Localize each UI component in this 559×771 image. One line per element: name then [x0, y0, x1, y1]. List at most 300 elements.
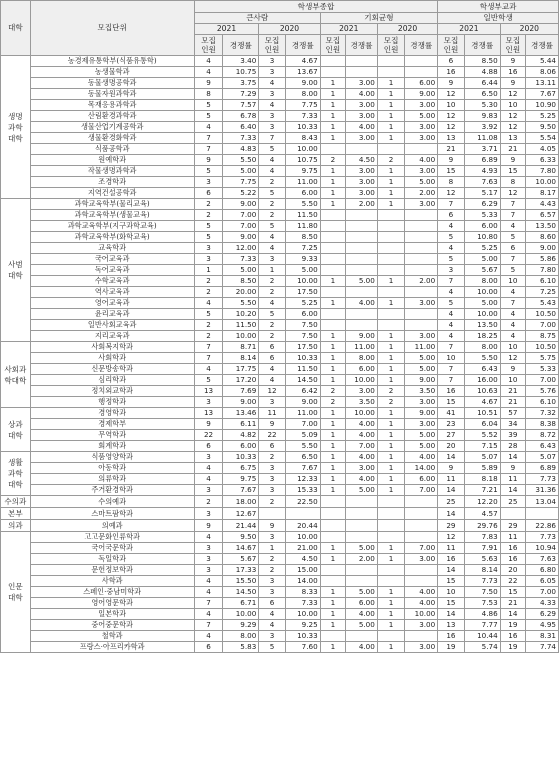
unit-cell: 의류학과 — [30, 474, 194, 485]
quota-cell: 4 — [259, 364, 285, 375]
rate-cell: 11.80 — [285, 221, 320, 232]
quota-cell: 3 — [194, 243, 223, 254]
rate-cell: 6.00 — [405, 474, 438, 485]
quota-cell — [320, 320, 345, 331]
quota-cell: 3 — [259, 89, 285, 100]
rate-cell: 8.43 — [285, 133, 320, 144]
rate-cell — [405, 56, 438, 67]
rate-cell: 9.00 — [285, 397, 320, 408]
rate-cell: 3.00 — [405, 642, 438, 653]
rate-cell: 8.72 — [526, 430, 559, 441]
rate-cell: 4.95 — [526, 620, 559, 631]
rate-header: 경쟁률 — [526, 35, 559, 56]
quota-cell: 5 — [438, 298, 464, 309]
rate-cell: 3.00 — [405, 166, 438, 177]
quota-cell: 2 — [377, 155, 405, 166]
rate-cell: 17.20 — [223, 375, 259, 386]
rate-cell: 13.67 — [285, 67, 320, 78]
quota-cell: 2 — [259, 554, 285, 565]
table-row — [1, 265, 559, 276]
quota-cell: 6 — [438, 56, 464, 67]
quota-cell: 4 — [194, 532, 223, 543]
quota-cell: 14 — [500, 452, 525, 463]
rate-cell — [405, 221, 438, 232]
unit-cell: 과학교육학부(지구과학교육) — [30, 221, 194, 232]
quota-cell: 2 — [259, 452, 285, 463]
table-row — [1, 89, 559, 100]
table-row — [1, 78, 559, 89]
quota-cell — [320, 520, 345, 532]
quota-cell: 1 — [320, 463, 345, 474]
quota-cell: 12 — [438, 188, 464, 199]
rate-cell: 5.86 — [526, 254, 559, 265]
quota-cell: 14 — [500, 485, 525, 496]
quota-cell: 9 — [500, 56, 525, 67]
quota-cell: 2 — [320, 155, 345, 166]
rate-cell: 9.50 — [223, 532, 259, 543]
table-row — [1, 609, 559, 620]
quota-cell: 6 — [194, 188, 223, 199]
quota-cell — [377, 496, 405, 508]
quota-cell: 1 — [377, 598, 405, 609]
rate-cell: 7.80 — [526, 265, 559, 276]
quota-cell: 7 — [438, 364, 464, 375]
rate-cell: 7.91 — [464, 543, 500, 554]
table-row — [1, 520, 559, 532]
quota-cell: 16 — [500, 554, 525, 565]
quota-cell: 4 — [438, 331, 464, 342]
quota-cell: 11 — [438, 474, 464, 485]
quota-cell: 8 — [438, 177, 464, 188]
unit-cell: 식품공학과 — [30, 144, 194, 155]
rate-cell: 8.50 — [464, 56, 500, 67]
quota-cell: 12 — [500, 111, 525, 122]
rate-cell: 8.18 — [464, 474, 500, 485]
rate-cell: 10.00 — [223, 609, 259, 620]
quota-cell: 9 — [438, 463, 464, 474]
quota-cell — [377, 320, 405, 331]
rate-cell: 3.00 — [346, 177, 378, 188]
unit-cell: 일본학과 — [30, 609, 194, 620]
quota-cell: 10 — [500, 375, 525, 386]
rate-cell: 7.00 — [346, 441, 378, 452]
rate-cell — [405, 67, 438, 78]
rate-cell — [405, 576, 438, 587]
table-row — [1, 353, 559, 364]
rate-cell: 7.50 — [285, 320, 320, 331]
rate-cell — [405, 309, 438, 320]
college-cell: 사회과 학대학 — [1, 342, 31, 408]
rate-cell: 5.22 — [223, 188, 259, 199]
quota-cell: 1 — [377, 199, 405, 210]
rate-cell: 10.00 — [346, 375, 378, 386]
table-row — [1, 598, 559, 609]
quota-cell: 5 — [259, 309, 285, 320]
rate-cell: 13.11 — [526, 78, 559, 89]
quota-cell: 1 — [377, 408, 405, 419]
rate-cell: 4.82 — [223, 430, 259, 441]
unit-cell: 의예과 — [30, 520, 194, 532]
table-row — [1, 430, 559, 441]
rate-cell: 10.75 — [285, 155, 320, 166]
rate-cell: 5.89 — [464, 463, 500, 474]
table-row — [1, 276, 559, 287]
quota-cell: 4 — [259, 232, 285, 243]
rate-cell — [346, 221, 378, 232]
rate-cell: 10.80 — [464, 232, 500, 243]
rate-cell — [346, 320, 378, 331]
quota-cell — [377, 631, 405, 642]
quota-cell: 5 — [194, 100, 223, 111]
quota-cell: 7 — [194, 133, 223, 144]
quota-cell: 34 — [500, 419, 525, 430]
table-row — [1, 199, 559, 210]
rate-cell: 7.00 — [526, 320, 559, 331]
unit-cell: 윤리교육과 — [30, 309, 194, 320]
rate-cell: 5.44 — [526, 56, 559, 67]
quota-cell: 7 — [438, 375, 464, 386]
quota-cell: 1 — [377, 430, 405, 441]
rate-cell: 6.10 — [526, 397, 559, 408]
quota-cell: 16 — [500, 631, 525, 642]
quota-cell: 8 — [194, 89, 223, 100]
rate-cell — [346, 520, 378, 532]
rate-header: 경쟁률 — [464, 35, 500, 56]
rate-cell — [346, 532, 378, 543]
quota-cell: 2 — [259, 210, 285, 221]
rate-cell: 3.50 — [346, 397, 378, 408]
rate-cell — [346, 631, 378, 642]
quota-cell: 1 — [320, 408, 345, 419]
rate-cell: 7.00 — [526, 375, 559, 386]
rate-cell: 8.50 — [223, 276, 259, 287]
quota-cell: 1 — [377, 133, 405, 144]
quota-cell: 10 — [500, 100, 525, 111]
unit-cell: 교육학과 — [30, 243, 194, 254]
rate-cell — [405, 532, 438, 543]
quota-cell: 4 — [438, 309, 464, 320]
quota-cell: 13 — [500, 133, 525, 144]
quota-cell — [320, 221, 345, 232]
rate-cell: 6.11 — [223, 419, 259, 430]
quota-cell: 13 — [438, 133, 464, 144]
rate-cell: 5.52 — [464, 430, 500, 441]
quota-cell: 1 — [377, 177, 405, 188]
rate-cell: 9.75 — [285, 166, 320, 177]
quota-cell: 1 — [320, 199, 345, 210]
quota-cell: 4 — [194, 67, 223, 78]
rate-cell: 9.00 — [223, 232, 259, 243]
rate-cell: 6.29 — [464, 199, 500, 210]
rate-cell: 7.00 — [526, 587, 559, 598]
quota-cell: 21 — [500, 144, 525, 155]
rate-cell: 10.50 — [526, 309, 559, 320]
rate-cell: 5.25 — [464, 243, 500, 254]
unit-cell: 조경학과 — [30, 177, 194, 188]
rate-cell: 7.32 — [526, 408, 559, 419]
rate-cell: 10.00 — [285, 144, 320, 155]
rate-cell: 5.00 — [464, 298, 500, 309]
rate-cell: 17.50 — [285, 342, 320, 353]
quota-cell: 16 — [500, 543, 525, 554]
quota-cell — [377, 232, 405, 243]
unit-cell: 역사교육과 — [30, 287, 194, 298]
rate-cell — [346, 254, 378, 265]
quota-cell: 1 — [377, 485, 405, 496]
quota-cell: 2 — [194, 276, 223, 287]
rate-cell: 6.50 — [285, 452, 320, 463]
table-row — [1, 188, 559, 199]
rate-cell: 21.44 — [223, 520, 259, 532]
rate-cell: 5.00 — [285, 265, 320, 276]
quota-cell: 2 — [194, 210, 223, 221]
rate-cell: 7.50 — [464, 587, 500, 598]
quota-cell — [377, 520, 405, 532]
quota-cell: 3 — [259, 254, 285, 265]
rate-cell: 7.00 — [405, 543, 438, 554]
quota-cell: 1 — [320, 452, 345, 463]
rate-cell: 17.50 — [285, 287, 320, 298]
quota-cell: 1 — [320, 177, 345, 188]
quota-cell: 2 — [259, 565, 285, 576]
quota-cell — [320, 67, 345, 78]
quota-cell: 1 — [377, 166, 405, 177]
unit-cell: 스마트팜학과 — [30, 508, 194, 520]
rate-cell: 4.93 — [464, 166, 500, 177]
table-row — [1, 221, 559, 232]
table-row — [1, 56, 559, 67]
rate-cell — [346, 496, 378, 508]
table-row — [1, 375, 559, 386]
quota-cell: 14 — [500, 609, 525, 620]
rate-cell: 12.33 — [285, 474, 320, 485]
quota-cell: 4 — [194, 364, 223, 375]
year-header: 2021 — [438, 24, 500, 35]
rate-cell — [526, 508, 559, 520]
rate-cell: 4.00 — [346, 609, 378, 620]
rate-cell: 6.57 — [526, 210, 559, 221]
quota-cell: 1 — [377, 463, 405, 474]
rate-cell: 10.90 — [526, 100, 559, 111]
rate-cell: 5.09 — [285, 430, 320, 441]
table-row — [1, 243, 559, 254]
quota-cell: 7 — [500, 254, 525, 265]
quota-cell: 4 — [259, 620, 285, 631]
unit-cell: 독일학과 — [30, 554, 194, 565]
rate-cell: 9.00 — [346, 331, 378, 342]
quota-cell: 4 — [259, 155, 285, 166]
quota-cell: 20 — [500, 565, 525, 576]
rate-cell: 7.74 — [526, 642, 559, 653]
rate-cell: 7.80 — [526, 166, 559, 177]
rate-cell: 5.76 — [526, 386, 559, 397]
rate-cell: 17.33 — [223, 565, 259, 576]
quota-cell: 14 — [438, 485, 464, 496]
rate-cell: 3.00 — [346, 100, 378, 111]
quota-cell: 1 — [320, 342, 345, 353]
quota-cell — [377, 254, 405, 265]
quota-cell: 1 — [320, 598, 345, 609]
rate-cell: 11.00 — [285, 408, 320, 419]
subgroup-header-keunsaram: 큰사람 — [194, 13, 320, 24]
unit-cell: 아동학과 — [30, 463, 194, 474]
rate-cell: 8.00 — [346, 353, 378, 364]
unit-cell: 지역건설공학과 — [30, 188, 194, 199]
quota-cell: 1 — [320, 78, 345, 89]
rate-cell: 6.00 — [285, 188, 320, 199]
quota-cell: 2 — [259, 276, 285, 287]
quota-cell: 3 — [194, 485, 223, 496]
quota-cell: 11 — [259, 408, 285, 419]
quota-cell: 3 — [194, 554, 223, 565]
rate-cell — [346, 210, 378, 221]
quota-cell — [320, 576, 345, 587]
table-row — [1, 111, 559, 122]
table-row — [1, 133, 559, 144]
unit-cell: 정치외교학과 — [30, 386, 194, 397]
quota-cell: 2 — [194, 287, 223, 298]
table-row — [1, 386, 559, 397]
quota-cell: 4 — [259, 100, 285, 111]
unit-cell: 산림환경과학과 — [30, 111, 194, 122]
rate-cell: 8.75 — [526, 331, 559, 342]
quota-cell: 1 — [377, 620, 405, 631]
quota-cell: 1 — [377, 642, 405, 653]
quota-cell: 4 — [500, 309, 525, 320]
quota-cell: 2 — [194, 496, 223, 508]
rate-cell: 11.50 — [285, 364, 320, 375]
rate-cell: 9.00 — [405, 89, 438, 100]
rate-cell: 8.31 — [526, 631, 559, 642]
rate-cell: 22.86 — [526, 520, 559, 532]
rate-cell: 3.40 — [223, 56, 259, 67]
table-row — [1, 620, 559, 631]
quota-cell: 3 — [259, 67, 285, 78]
quota-cell: 6 — [194, 441, 223, 452]
rate-cell: 15.33 — [285, 485, 320, 496]
quota-cell: 5 — [194, 166, 223, 177]
quota-cell: 7 — [194, 353, 223, 364]
rate-cell: 7.69 — [223, 386, 259, 397]
quota-cell: 4 — [194, 474, 223, 485]
rate-cell: 6.29 — [526, 609, 559, 620]
quota-cell: 1 — [377, 609, 405, 620]
quota-cell: 7 — [500, 210, 525, 221]
rate-cell — [405, 287, 438, 298]
quota-cell: 5 — [438, 232, 464, 243]
quota-cell — [377, 243, 405, 254]
quota-cell: 1 — [377, 419, 405, 430]
quota-cell: 1 — [377, 276, 405, 287]
rate-cell: 7.00 — [223, 221, 259, 232]
unit-cell: 농생물학과 — [30, 67, 194, 78]
rate-cell: 4.00 — [346, 122, 378, 133]
quota-cell: 1 — [320, 364, 345, 375]
rate-cell: 3.00 — [346, 166, 378, 177]
rate-cell — [346, 67, 378, 78]
rate-cell: 12.00 — [223, 243, 259, 254]
quota-cell: 1 — [320, 430, 345, 441]
rate-cell: 12.67 — [223, 508, 259, 520]
quota-cell: 1 — [377, 474, 405, 485]
quota-cell: 4 — [259, 166, 285, 177]
table-row — [1, 364, 559, 375]
quota-cell: 16 — [438, 67, 464, 78]
table-row — [1, 463, 559, 474]
rate-cell — [346, 56, 378, 67]
quota-cell — [377, 56, 405, 67]
rate-cell: 10.33 — [223, 452, 259, 463]
rate-cell: 10.63 — [464, 386, 500, 397]
quota-cell — [320, 265, 345, 276]
rate-cell: 5.50 — [223, 155, 259, 166]
table-row — [1, 155, 559, 166]
rate-cell — [405, 254, 438, 265]
table-row — [1, 543, 559, 554]
quota-cell — [320, 309, 345, 320]
unit-cell: 무역학과 — [30, 430, 194, 441]
rate-cell: 4.00 — [405, 155, 438, 166]
quota-cell: 4 — [194, 298, 223, 309]
rate-cell: 6.44 — [464, 78, 500, 89]
quota-cell — [377, 265, 405, 276]
rate-cell: 4.86 — [464, 609, 500, 620]
rate-cell: 6.00 — [405, 78, 438, 89]
rate-cell: 17.75 — [223, 364, 259, 375]
rate-cell: 4.00 — [405, 587, 438, 598]
quota-header: 모집 인원 — [377, 35, 405, 56]
rate-cell: 3.00 — [346, 463, 378, 474]
quota-cell: 21 — [500, 598, 525, 609]
quota-cell: 9 — [259, 520, 285, 532]
quota-cell: 1 — [377, 342, 405, 353]
quota-cell: 13 — [438, 620, 464, 631]
quota-cell: 1 — [377, 441, 405, 452]
rate-cell: 8.50 — [285, 232, 320, 243]
college-cell: 의과 — [1, 520, 31, 532]
quota-cell: 9 — [194, 419, 223, 430]
quota-cell: 3 — [259, 587, 285, 598]
rate-cell: 20.44 — [285, 520, 320, 532]
quota-cell: 1 — [377, 111, 405, 122]
quota-cell: 3 — [194, 177, 223, 188]
rate-cell: 3.00 — [405, 133, 438, 144]
quota-cell: 27 — [438, 430, 464, 441]
quota-cell: 19 — [500, 620, 525, 631]
quota-cell: 11 — [500, 474, 525, 485]
quota-cell: 3 — [259, 474, 285, 485]
rate-cell: 13.46 — [223, 408, 259, 419]
quota-cell: 4 — [438, 287, 464, 298]
unit-cell: 사회학과 — [30, 353, 194, 364]
quota-cell: 21 — [500, 397, 525, 408]
rate-cell: 6.00 — [346, 364, 378, 375]
rate-cell: 5.07 — [464, 452, 500, 463]
rate-cell: 2.00 — [346, 554, 378, 565]
quota-cell: 4 — [438, 320, 464, 331]
table-row — [1, 587, 559, 598]
rate-cell: 3.00 — [405, 100, 438, 111]
unit-cell: 지리교육과 — [30, 331, 194, 342]
quota-cell: 4 — [194, 631, 223, 642]
quota-cell: 12 — [500, 353, 525, 364]
rate-cell: 5.67 — [464, 265, 500, 276]
year-header: 2020 — [259, 24, 320, 35]
rate-cell: 7.75 — [223, 177, 259, 188]
quota-cell: 1 — [259, 265, 285, 276]
quota-cell: 28 — [500, 441, 525, 452]
unit-cell: 과학교육학부(물리교육) — [30, 199, 194, 210]
